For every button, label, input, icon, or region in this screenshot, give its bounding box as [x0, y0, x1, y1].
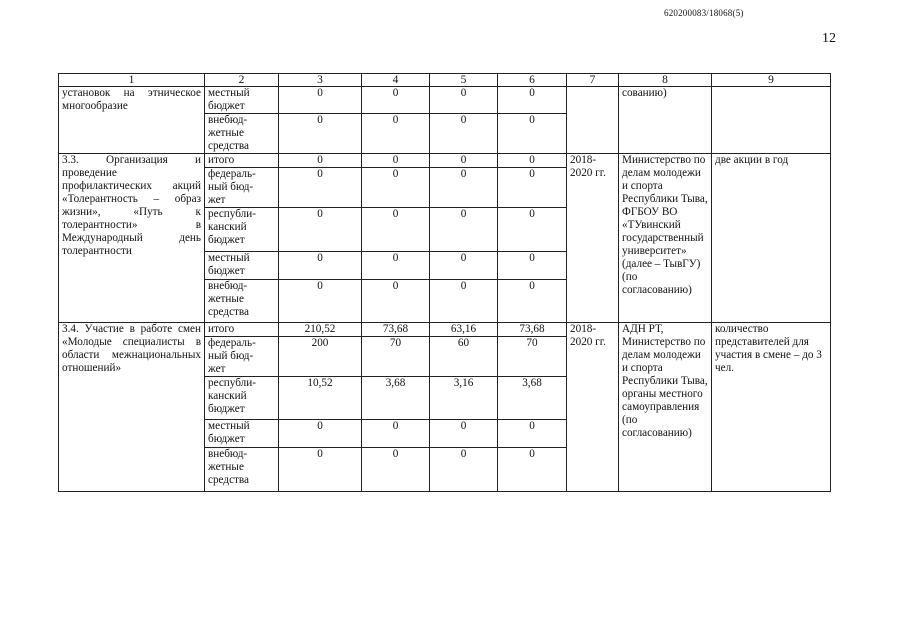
executor-cell: АДН РТ, Министерство по делам молодежи и спорта Республики Тыва, органы местного самоуправления (по согласованию)	[619, 323, 712, 492]
funding-source-cell: федераль- ный бюд- жет	[205, 337, 279, 377]
funding-source-cell: внебюд- жетные средства	[205, 448, 279, 492]
value-cell: 0	[362, 448, 430, 492]
value-cell: 0	[279, 154, 362, 168]
result-cell: количество представителей для участия в смене – до 3 чел.	[712, 323, 831, 492]
program-measures-table	[58, 73, 831, 492]
column-number: 3	[279, 74, 362, 87]
value-cell: 0	[362, 114, 430, 154]
funding-source-cell: федераль- ный бюд- жет	[205, 168, 279, 208]
value-cell: 0	[498, 420, 567, 448]
executor-cell: сованию)	[619, 87, 712, 154]
value-cell: 73,68	[498, 323, 567, 337]
page-number: 12	[822, 31, 836, 46]
value-cell: 0	[362, 420, 430, 448]
value-cell: 0	[279, 420, 362, 448]
result-cell: две акции в год	[712, 154, 831, 323]
funding-source-cell: местный бюджет	[205, 252, 279, 280]
value-cell: 0	[498, 448, 567, 492]
funding-source-cell: местный бюджет	[205, 420, 279, 448]
value-cell: 0	[430, 87, 498, 114]
value-cell: 0	[498, 87, 567, 114]
result-cell	[712, 87, 831, 154]
value-cell: 0	[498, 168, 567, 208]
funding-source-cell: итого	[205, 154, 279, 168]
value-cell: 0	[279, 448, 362, 492]
value-cell: 0	[430, 208, 498, 252]
measure-cell: 3.4. Участие в работе смен «Молодые специалисты в области межнациональных отношений»	[59, 323, 205, 492]
table-row	[59, 87, 831, 114]
funding-source-cell: внебюд- жетные средства	[205, 114, 279, 154]
value-cell: 60	[430, 337, 498, 377]
value-cell: 3,16	[430, 377, 498, 420]
value-cell: 0	[362, 87, 430, 114]
value-cell: 0	[279, 280, 362, 323]
table-row	[59, 323, 831, 337]
value-cell: 0	[362, 154, 430, 168]
measure-cell: 3.3. Организация и проведение профилактических акций «Толерантность – образ жизни», «Путь к толерантности» в Международный день толерантности	[59, 154, 205, 323]
period-cell	[567, 87, 619, 154]
value-cell: 0	[498, 154, 567, 168]
value-cell: 0	[430, 448, 498, 492]
funding-source-cell: республи- канский бюджет	[205, 377, 279, 420]
value-cell: 0	[430, 252, 498, 280]
column-number: 4	[362, 74, 430, 87]
value-cell: 210,52	[279, 323, 362, 337]
column-number: 6	[498, 74, 567, 87]
value-cell: 0	[498, 114, 567, 154]
period-cell: 2018- 2020 гг.	[567, 154, 619, 323]
value-cell: 0	[279, 252, 362, 280]
measure-cell: установок на этническое многообразие	[59, 87, 205, 154]
value-cell: 0	[279, 168, 362, 208]
column-number: 2	[205, 74, 279, 87]
value-cell: 3,68	[498, 377, 567, 420]
value-cell: 0	[362, 208, 430, 252]
value-cell: 0	[430, 280, 498, 323]
value-cell: 70	[498, 337, 567, 377]
value-cell: 0	[430, 168, 498, 208]
period-cell: 2018- 2020 гг.	[567, 323, 619, 492]
funding-source-cell: итого	[205, 323, 279, 337]
value-cell: 0	[430, 154, 498, 168]
value-cell: 0	[362, 252, 430, 280]
value-cell: 0	[430, 114, 498, 154]
value-cell: 0	[362, 280, 430, 323]
column-number: 8	[619, 74, 712, 87]
value-cell: 73,68	[362, 323, 430, 337]
value-cell: 70	[362, 337, 430, 377]
column-number: 5	[430, 74, 498, 87]
funding-source-cell: внебюд- жетные средства	[205, 280, 279, 323]
table-row	[59, 154, 831, 168]
table-header-row	[59, 74, 831, 87]
value-cell: 0	[430, 420, 498, 448]
executor-cell: Министерство по делам молодежи и спорта Республики Тыва, ФГБОУ ВО «ТУвинский государственный университет» (далее – ТывГУ) (по согласованию)	[619, 154, 712, 323]
value-cell: 10,52	[279, 377, 362, 420]
value-cell: 0	[279, 114, 362, 154]
value-cell: 0	[362, 168, 430, 208]
value-cell: 0	[279, 208, 362, 252]
value-cell: 0	[279, 87, 362, 114]
value-cell: 0	[498, 252, 567, 280]
value-cell: 0	[498, 280, 567, 323]
value-cell: 200	[279, 337, 362, 377]
value-cell: 63,16	[430, 323, 498, 337]
funding-source-cell: республи- канский бюджет	[205, 208, 279, 252]
column-number: 1	[59, 74, 205, 87]
value-cell: 0	[498, 208, 567, 252]
column-number: 9	[712, 74, 831, 87]
value-cell: 3,68	[362, 377, 430, 420]
funding-source-cell: местный бюджет	[205, 87, 279, 114]
column-number: 7	[567, 74, 619, 87]
document-id: 620200083/18068(5)	[664, 8, 744, 18]
